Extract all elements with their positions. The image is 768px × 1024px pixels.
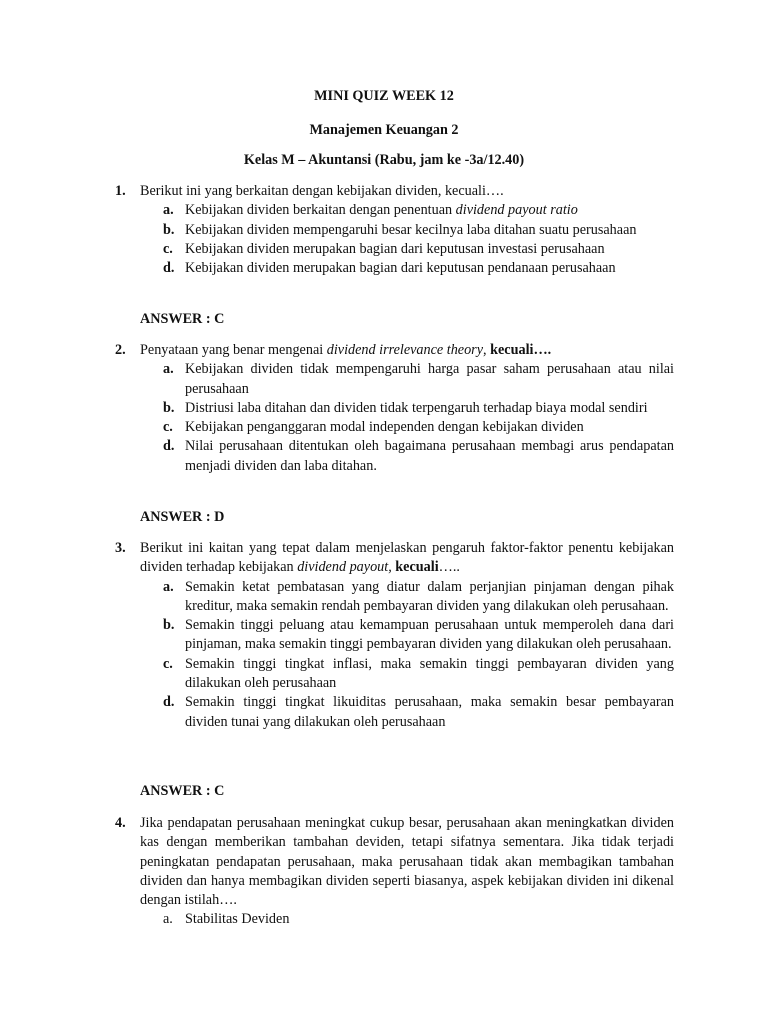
option-b	[116, 399, 674, 418]
option-text: Semakin ketat pembatasan yang diatur dalam perjanjian pinjaman dengan pihak kreditur, maka semakin rendah pembayaran dividen yang dilakukan oleh perusahaan.	[185, 578, 674, 614]
option-a	[116, 360, 674, 399]
question-text-bold: kecuali	[395, 559, 439, 576]
option-d	[116, 259, 674, 278]
option-letter: a.	[163, 911, 173, 928]
question-1	[116, 182, 674, 278]
option-text: Kebijakan dividen mempengaruhi besar kecilnya laba ditahan suatu perusahaan	[185, 221, 637, 238]
option-list	[116, 201, 674, 278]
class-info: Kelas M – Akuntansi (Rabu, jam ke -3a/12.40)	[243, 152, 525, 168]
option-text: Distriusi laba ditahan dan dividen tidak terpengaruh terhadap biaya modal sendiri	[185, 399, 648, 416]
option-text: Semakin tinggi tingkat inflasi, maka semakin tinggi pembayaran dividen yang dilakukan oleh perusahaan	[185, 655, 674, 692]
option-text: Stabilitas Deviden	[185, 911, 290, 928]
option-letter: b.	[163, 617, 175, 634]
option-text: Kebijakan dividen merupakan bagian dari keputusan pendanaan perusahaan	[185, 260, 616, 277]
question-text	[140, 341, 674, 360]
question-number: 1.	[115, 183, 126, 199]
question-text-part: ,	[483, 342, 491, 358]
option-a	[116, 910, 674, 929]
question-text-part: Penyataan yang benar mengenai	[140, 342, 327, 358]
option-text: Kebijakan dividen merupakan bagian dari keputusan investasi perusahaan	[185, 240, 605, 257]
option-text: Kebijakan dividen tidak mempengaruhi harga pasar saham perusahaan atau nilai perusahaan	[185, 361, 674, 397]
option-b	[116, 221, 674, 240]
option-letter: b.	[163, 399, 175, 416]
question-text-italic: dividend payout,	[297, 559, 392, 576]
answer-2: ANSWER : D	[140, 509, 225, 525]
question-text-part: Berikut ini kaitan yang tepat dalam menjelaskan pengaruh faktor-faktor penentu kebijakan dividen terhadap kebijakan	[140, 540, 674, 576]
option-c	[116, 655, 674, 694]
option-c	[116, 418, 674, 437]
option-list	[116, 578, 674, 732]
question-number: 2.	[115, 342, 126, 358]
question-3	[116, 539, 674, 732]
question-text	[140, 182, 674, 201]
option-letter: d.	[163, 438, 175, 455]
option-letter: d.	[163, 260, 175, 277]
option-letter: c.	[163, 240, 173, 257]
question-text-part: Berikut ini yang berkaitan dengan kebijakan dividen, kecuali….	[140, 183, 504, 199]
question-number: 3.	[115, 540, 126, 556]
option-letter: a.	[163, 361, 174, 378]
option-letter: b.	[163, 221, 175, 238]
question-number: 4.	[115, 815, 126, 831]
option-list	[116, 360, 674, 476]
option-c	[116, 240, 674, 259]
option-text: Kebijakan penganggaran modal independen dengan kebijakan dividen	[185, 419, 584, 436]
option-letter: c.	[163, 655, 173, 672]
question-text	[140, 539, 674, 578]
option-letter: d.	[163, 694, 175, 711]
page-title: MINI QUIZ WEEK 12	[314, 88, 454, 104]
option-text: Semakin tinggi tingkat likuiditas perusahaan, maka semakin besar pembayaran dividen tunai yang dilakukan oleh perusahaan	[185, 694, 674, 730]
option-list	[116, 910, 674, 929]
answer-1: ANSWER : C	[140, 311, 225, 327]
option-d	[116, 437, 674, 476]
question-text-part: …..	[438, 559, 460, 576]
question-2	[116, 341, 674, 476]
option-text: Nilai perusahaan ditentukan oleh bagaimana perusahaan membagi arus pendapatan menjadi dividen dan laba ditahan.	[185, 438, 674, 474]
option-letter: a.	[163, 578, 174, 595]
option-letter: a.	[163, 202, 174, 219]
option-d	[116, 693, 674, 732]
option-letter: c.	[163, 419, 173, 436]
option-text: Semakin tinggi peluang atau kemampuan perusahaan untuk memperoleh dana dari pinjaman, maka semakin tinggi pembayaran dividen yang dilakukan oleh perusahaan.	[185, 617, 674, 653]
answer-3: ANSWER : C	[140, 783, 225, 799]
question-text-italic: dividend irrelevance theory	[326, 342, 483, 358]
option-b	[116, 616, 674, 655]
option-a	[116, 578, 674, 617]
option-text: Kebijakan dividen berkaitan dengan penentuan	[185, 202, 456, 219]
question-text	[140, 814, 674, 910]
option-text-italic: dividend payout ratio	[455, 202, 578, 219]
question-text-bold: kecuali….	[490, 342, 552, 358]
option-a	[116, 201, 674, 220]
question-4	[116, 814, 674, 930]
course-name: Manajemen Keuangan 2	[309, 122, 459, 138]
question-text-part: Jika pendapatan perusahaan meningkat cukup besar, perusahaan akan meningkatkan dividen kas dengan memberikan tambahan deviden, tetapi sifatnya sementara. Jika tidak terjadi peningkatan pendapatan perusahaan, maka perusahaan tidak akan membagikan tambahan dividen dan hanya membagikan dividen seperti biasanya, aspek kebijakan dividen ini dikenal dengan istilah….	[140, 815, 674, 909]
